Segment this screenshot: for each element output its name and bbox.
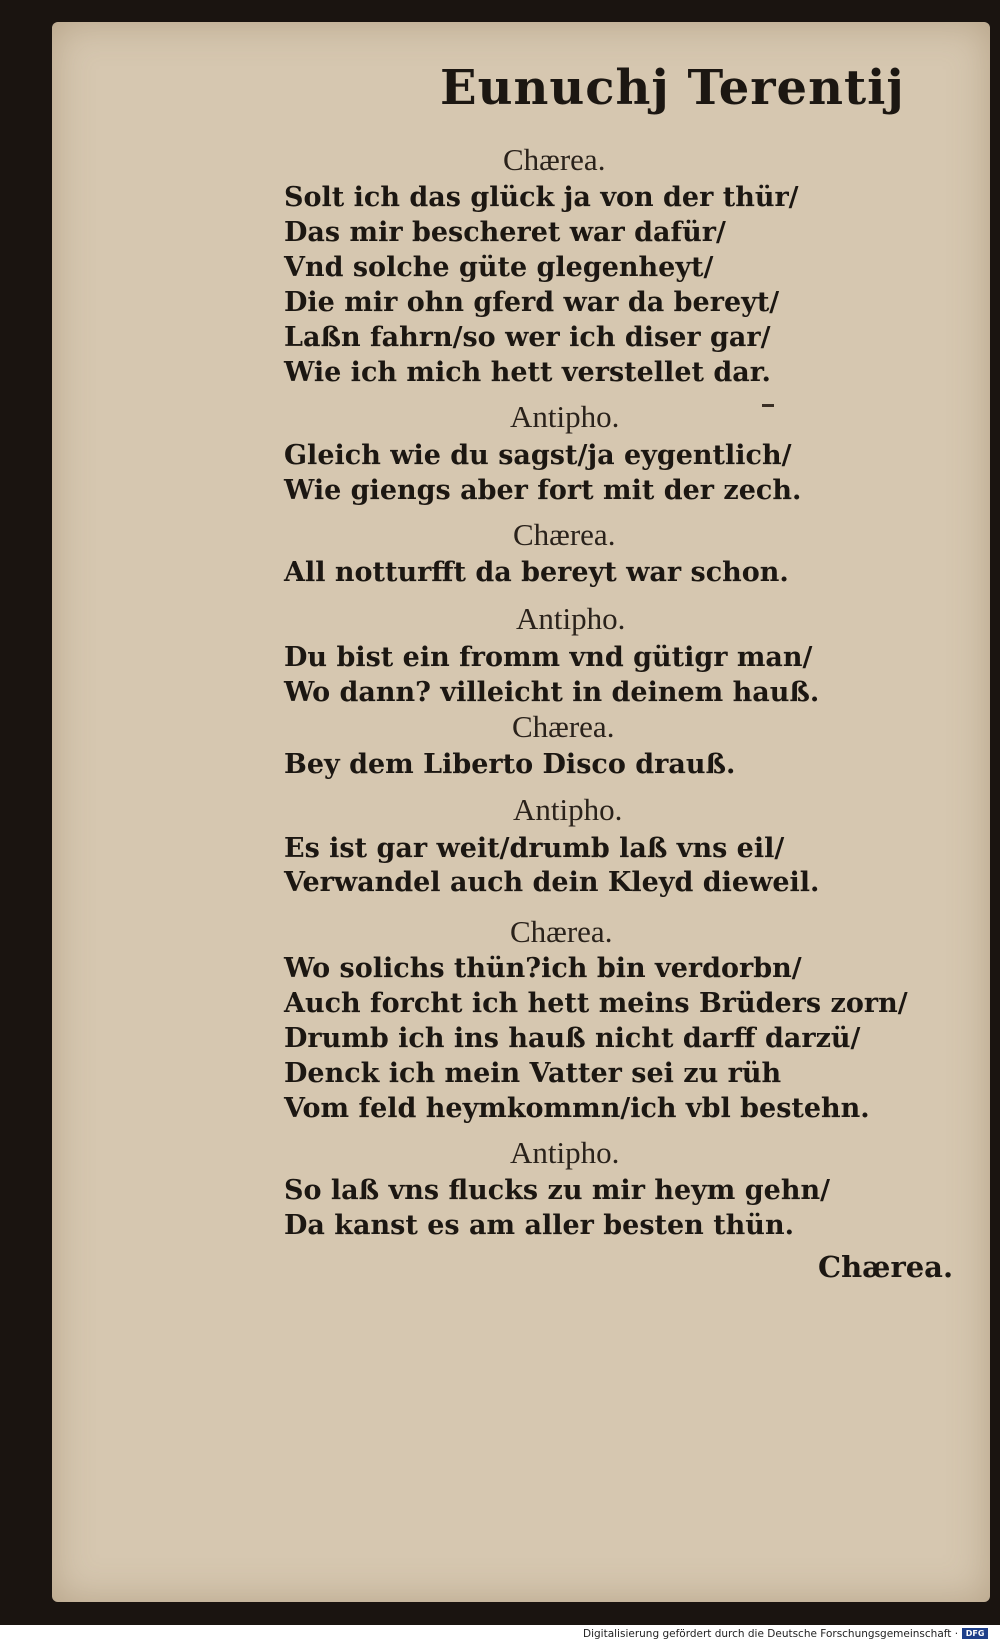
- verse-line: Laßn fahrn/so wer ich diser gar/: [284, 322, 771, 353]
- verse-line: Bey dem Liberto Disco drauß.: [284, 749, 736, 780]
- verse-line: Die mir ohn gferd war da bereyt/: [284, 287, 780, 318]
- verse-line: Drumb ich ins hauß nicht darff darzü/: [284, 1023, 861, 1054]
- speaker-label: Chærea.: [513, 517, 616, 552]
- speaker-label: Chærea.: [503, 142, 606, 177]
- verse-line: Wie ich mich hett verstellet dar.: [284, 357, 771, 388]
- verse-line: Du bist ein fromm vnd gütigr man/: [284, 642, 813, 673]
- verse-line: Vnd solche güte glegenheyt/: [284, 252, 714, 283]
- verse-line: All notturfft da bereyt war schon.: [284, 557, 789, 588]
- verse-line: Wie giengs aber fort mit der zech.: [284, 475, 802, 506]
- verse-line: Es ist gar weit/drumb laß vns eil/: [284, 833, 785, 864]
- verse-line: Solt ich das glück ja von der thür/: [284, 182, 799, 213]
- verse-line: Da kanst es am aller besten thün.: [284, 1210, 794, 1241]
- speaker-label: Chærea.: [510, 914, 613, 949]
- speaker-label: Antipho.: [510, 1135, 620, 1170]
- verse-line: Verwandel auch dein Kleyd dieweil.: [284, 867, 820, 898]
- verse-line: Wo solichs thün?ich bin verdorbn/: [284, 953, 802, 984]
- verse-line: Gleich wie du sagst/ja eygentlich/: [284, 440, 792, 471]
- verse-line: So laß vns flucks zu mir heym gehn/: [284, 1175, 830, 1206]
- catchword: Chærea.: [818, 1250, 954, 1284]
- verse-line: Denck ich mein Vatter sei zu rüh: [284, 1058, 782, 1089]
- verse-line: Vom feld heymkommn/ich vbl bestehn.: [284, 1093, 870, 1124]
- speaker-label: Antipho.: [510, 399, 620, 434]
- running-header: Eunuchj Terentij: [440, 60, 905, 116]
- ink-mark: [762, 404, 774, 407]
- speaker-label: Antipho.: [516, 601, 626, 636]
- verse-line: Das mir bescheret war dafür/: [284, 217, 726, 248]
- digitization-credit: [583, 1626, 988, 1641]
- speaker-label: Chærea.: [512, 709, 615, 744]
- credit-text: Digitalisierung gefördert durch die Deutsche Forschungsgemeinschaft ·: [583, 1627, 959, 1640]
- verse-line: Wo dann? villeicht in deinem hauß.: [284, 677, 820, 708]
- speaker-label: Antipho.: [513, 792, 623, 827]
- verse-line: Auch forcht ich hett meins Brüders zorn/: [284, 988, 908, 1019]
- dfg-logo: DFG: [962, 1628, 988, 1639]
